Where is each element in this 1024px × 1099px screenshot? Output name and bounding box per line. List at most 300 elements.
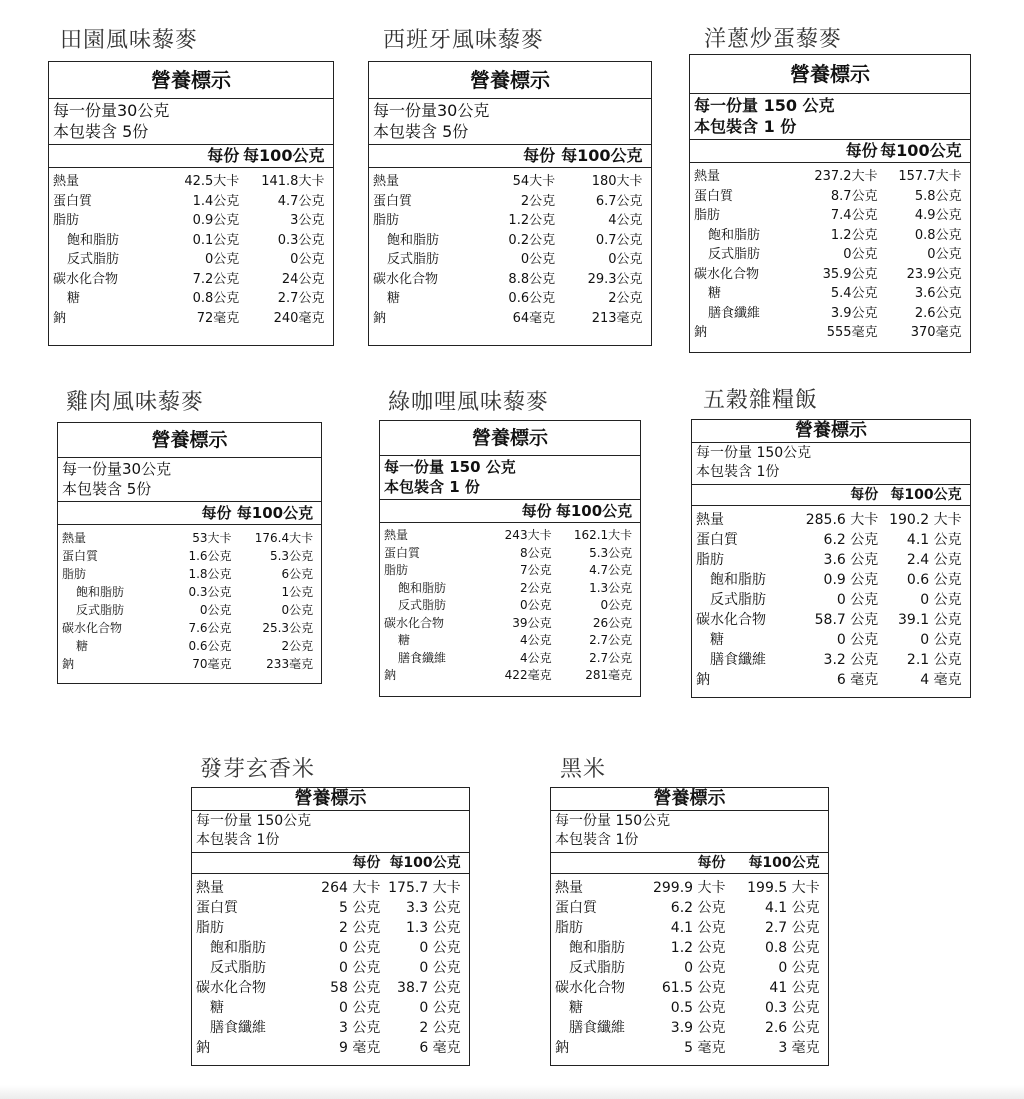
nutrient-per-serving: 5.4公克 (830, 286, 878, 301)
nutrient-per-100g: 0 公克 (419, 940, 461, 956)
nutrient-row (49, 250, 333, 270)
nutrient-label: 反式脂肪 (398, 598, 447, 612)
nutrient-row (49, 211, 333, 231)
nutrient-row (380, 527, 640, 545)
product-title: 雞肉風味藜麥 (66, 390, 205, 415)
nutrient-row (192, 918, 469, 938)
nutrient-label: 熱量 (384, 528, 409, 542)
nutrient-label: 反式脂肪 (387, 252, 440, 267)
column-header (551, 853, 828, 874)
column-header (380, 500, 640, 523)
serving-size: 每一份量 150公克 (196, 813, 312, 829)
nutrient-per-serving: 7.6公克 (188, 621, 232, 635)
nutrient-label: 脂肪 (696, 552, 724, 568)
nutrient-per-serving: 42.5大卡 (184, 174, 240, 189)
nutrient-rows (192, 874, 469, 1060)
nutrient-label: 鈉 (53, 310, 67, 326)
nutrient-per-serving: 54大卡 (512, 174, 556, 189)
nutrient-row (49, 172, 333, 192)
nutrient-label: 糖 (387, 291, 401, 306)
nutrient-row (380, 615, 640, 633)
nutrient-per-100g: 0.7公克 (595, 232, 643, 248)
nutrient-per-100g: 0 公克 (920, 592, 962, 608)
nutrient-per-serving: 8.8公克 (508, 271, 556, 287)
nutrient-row (49, 289, 333, 309)
nutrient-per-serving: 3.9公克 (830, 305, 878, 321)
nutrient-per-serving: 1.8公克 (188, 567, 232, 581)
product-title: 黑米 (560, 757, 607, 782)
nutrient-per-serving: 7公克 (519, 563, 552, 577)
nutrition-label (550, 787, 829, 1066)
nutrient-per-100g: 2.7公克 (589, 650, 633, 665)
nutrient-per-serving: 4.1 公克 (670, 920, 726, 936)
column-per-serving: 每份 (523, 146, 556, 165)
nutrient-per-serving: 0公克 (199, 603, 232, 617)
label-header: 營養標示 (380, 421, 640, 456)
column-per-serving: 每份 (850, 487, 879, 503)
nutrient-label: 鈉 (696, 672, 710, 688)
nutrient-label: 飽和脂肪 (210, 940, 266, 956)
serving-info (551, 811, 828, 853)
nutrient-row (369, 250, 651, 270)
nutrient-row (49, 192, 333, 212)
nutrient-row (192, 1038, 469, 1058)
nutrient-per-serving: 53大卡 (192, 531, 232, 545)
nutrient-row (551, 958, 828, 978)
nutrient-per-100g: 2.1 公克 (906, 652, 962, 668)
nutrient-label: 碳水化合物 (196, 980, 266, 996)
nutrient-row (58, 583, 321, 601)
label-header: 營養標示 (369, 62, 651, 99)
serving-size: 每一份量30公克 (53, 101, 170, 120)
nutrient-label: 脂肪 (384, 563, 409, 577)
nutrient-per-serving: 39公克 (512, 615, 552, 630)
nutrient-row (692, 630, 970, 650)
column-header (192, 853, 469, 874)
nutrient-per-serving: 0.5 公克 (670, 1000, 726, 1016)
servings-per-package: 本包裝含 1份 (696, 464, 780, 480)
nutrient-label: 膳食纖維 (708, 305, 761, 321)
nutrient-per-serving: 9 毫克 (338, 1040, 381, 1056)
nutrient-row (692, 650, 970, 670)
nutrient-per-100g: 3.3 公克 (405, 900, 461, 916)
nutrient-row (369, 289, 651, 309)
nutrient-row (49, 270, 333, 290)
nutrient-row (380, 545, 640, 563)
nutrient-per-100g: 2公克 (281, 639, 314, 653)
nutrient-label: 糖 (708, 286, 722, 301)
nutrient-per-100g: 4.1 公克 (764, 900, 820, 916)
column-per-100g: 每100公克 (555, 502, 633, 520)
product-title: 洋蔥炒蛋藜麥 (704, 27, 843, 52)
product-title: 綠咖哩風味藜麥 (388, 390, 550, 415)
nutrient-per-100g: 2.7公克 (589, 633, 633, 647)
nutrient-per-serving: 0公克 (520, 252, 556, 267)
nutrient-per-serving: 243大卡 (504, 528, 552, 542)
nutrient-label: 鈉 (373, 310, 387, 326)
nutrient-row (58, 601, 321, 619)
nutrient-per-100g: 6公克 (281, 567, 314, 581)
nutrient-per-100g: 38.7 公克 (397, 980, 461, 996)
column-header (690, 140, 970, 163)
nutrient-per-100g: 1.3公克 (589, 580, 633, 595)
nutrient-per-100g: 5.3公克 (589, 545, 633, 560)
nutrient-row (380, 667, 640, 685)
column-header-blank (49, 145, 163, 167)
nutrient-row (551, 918, 828, 938)
product-title: 田園風味藜麥 (60, 28, 199, 53)
nutrient-per-serving: 0公克 (204, 252, 240, 267)
nutrient-label: 膳食纖維 (210, 1020, 266, 1036)
nutrient-label: 脂肪 (53, 213, 80, 228)
nutrient-per-100g: 4.7公克 (277, 193, 325, 209)
nutrient-per-serving: 0.3公克 (188, 585, 232, 599)
nutrient-label: 蛋白質 (696, 532, 738, 548)
nutrient-label: 鈉 (694, 325, 708, 340)
column-header-blank (690, 140, 796, 162)
nutrient-per-100g: 41 公克 (769, 980, 820, 996)
nutrient-per-serving: 7.2公克 (192, 271, 240, 287)
nutrient-per-100g: 141.8大卡 (261, 174, 325, 189)
serving-size: 每一份量 150 公克 (384, 458, 516, 476)
nutrient-label: 碳水化合物 (555, 980, 625, 996)
bottom-fade (0, 1085, 1024, 1099)
column-header (49, 145, 333, 168)
nutrient-row (551, 1038, 828, 1058)
nutrient-per-100g: 3公克 (290, 213, 325, 228)
nutrient-per-serving: 2 公克 (338, 920, 381, 936)
nutrient-label: 脂肪 (196, 920, 224, 936)
nutrient-row (192, 938, 469, 958)
label-header: 營養標示 (58, 423, 321, 458)
nutrient-per-serving: 6 毫克 (836, 672, 879, 688)
nutrient-label: 蛋白質 (694, 188, 734, 204)
nutrition-label (57, 422, 322, 684)
nutrient-label: 糖 (210, 1000, 224, 1016)
nutrient-label: 碳水化合物 (694, 266, 760, 282)
nutrient-per-100g: 25.3公克 (262, 621, 314, 635)
nutrient-row (551, 898, 828, 918)
nutrient-row (58, 619, 321, 637)
nutrient-label: 脂肪 (694, 208, 721, 223)
nutrient-per-serving: 0.9 公克 (823, 572, 879, 588)
nutrient-per-serving: 0公克 (519, 598, 552, 612)
nutrient-per-serving: 0.1公克 (192, 232, 240, 248)
column-per-100g: 每100公克 (389, 855, 461, 871)
nutrient-per-serving: 0 公克 (836, 592, 879, 608)
nutrient-per-100g: 4公克 (608, 213, 643, 228)
nutrient-per-100g: 2 公克 (419, 1020, 461, 1036)
nutrient-rows (369, 168, 651, 330)
nutrient-row (192, 998, 469, 1018)
nutrient-per-100g: 4.7公克 (589, 563, 633, 577)
nutrient-label: 熱量 (196, 880, 224, 896)
nutrient-per-serving: 2公克 (520, 193, 556, 209)
nutrient-rows (49, 168, 333, 330)
nutrient-row (690, 187, 970, 207)
nutrient-per-100g: 23.9公克 (906, 266, 962, 282)
nutrition-label (191, 787, 470, 1066)
nutrient-per-100g: 3 毫克 (778, 1040, 820, 1056)
nutrition-label (379, 420, 641, 697)
nutrient-label: 鈉 (384, 668, 397, 682)
nutrient-per-serving: 0 公克 (338, 960, 381, 976)
serving-info (58, 458, 321, 502)
nutrient-per-100g: 0.3公克 (277, 232, 325, 248)
nutrient-per-100g: 175.7 大卡 (388, 880, 461, 896)
nutrient-label: 碳水化合物 (696, 612, 766, 628)
serving-info (692, 443, 970, 485)
nutrient-label: 熱量 (62, 531, 87, 545)
nutrient-label: 脂肪 (62, 567, 87, 581)
nutrient-per-serving: 3.9 公克 (670, 1020, 726, 1036)
nutrient-row (49, 231, 333, 251)
nutrient-row (551, 978, 828, 998)
servings-per-package: 本包裝含 5份 (373, 122, 469, 141)
nutrient-row (692, 550, 970, 570)
nutrient-per-serving: 3.6 公克 (823, 552, 879, 568)
nutrient-per-serving: 0 公克 (338, 940, 381, 956)
nutrient-label: 脂肪 (555, 920, 583, 936)
nutrient-per-serving: 8.7公克 (830, 188, 878, 204)
label-header: 營養標示 (692, 420, 970, 443)
nutrient-per-serving: 0.6公克 (508, 291, 556, 306)
nutrient-per-serving: 0.8公克 (192, 291, 240, 306)
nutrient-row (49, 309, 333, 329)
nutrient-rows (551, 874, 828, 1060)
nutrient-label: 糖 (398, 633, 411, 647)
nutrient-row (551, 998, 828, 1018)
nutrient-per-100g: 370毫克 (910, 325, 962, 340)
nutrient-row (369, 211, 651, 231)
nutrient-label: 碳水化合物 (373, 271, 439, 287)
nutrient-per-serving: 61.5 公克 (661, 980, 726, 996)
nutrient-per-100g: 2.7 公克 (764, 920, 820, 936)
nutrient-row (369, 192, 651, 212)
column-per-serving: 每份 (207, 146, 240, 165)
nutrient-label: 反式脂肪 (708, 247, 761, 262)
nutrient-row (192, 978, 469, 998)
nutrient-per-100g: 176.4大卡 (254, 531, 314, 545)
nutrient-per-serving: 0公克 (843, 247, 878, 262)
nutrient-row (369, 309, 651, 329)
nutrient-label: 糖 (569, 1000, 583, 1016)
nutrient-label: 蛋白質 (373, 193, 413, 209)
nutrient-per-100g: 281毫克 (585, 668, 633, 682)
nutrient-per-serving: 1.4公克 (192, 193, 240, 209)
serving-info (369, 99, 651, 145)
nutrient-per-100g: 0公克 (927, 247, 962, 262)
nutrient-per-100g: 0公克 (290, 252, 325, 267)
nutrient-row (192, 878, 469, 898)
nutrient-per-serving: 70毫克 (192, 657, 232, 671)
nutrient-label: 碳水化合物 (384, 615, 445, 630)
nutrient-per-100g: 0 公克 (419, 960, 461, 976)
nutrient-row (380, 580, 640, 598)
serving-info (380, 456, 640, 500)
nutrient-label: 熱量 (694, 169, 721, 184)
nutrient-per-100g: 2.6公克 (914, 305, 962, 321)
nutrient-per-serving: 3 公克 (338, 1020, 381, 1036)
servings-per-package: 本包裝含 1 份 (694, 117, 797, 136)
column-header-blank (692, 485, 784, 505)
servings-per-package: 本包裝含 5份 (53, 122, 149, 141)
nutrient-per-serving: 1.2公克 (508, 213, 556, 228)
nutrient-row (692, 590, 970, 610)
nutrient-per-serving: 237.2大卡 (814, 169, 878, 184)
column-header (369, 145, 651, 168)
nutrient-label: 鈉 (555, 1040, 569, 1056)
nutrient-row (380, 650, 640, 668)
column-header (692, 485, 970, 506)
nutrient-per-serving: 2公克 (519, 580, 552, 595)
column-header-blank (551, 853, 642, 873)
nutrient-label: 糖 (76, 639, 89, 653)
nutrient-row (690, 206, 970, 226)
nutrient-label: 反式脂肪 (67, 252, 120, 267)
nutrient-per-serving: 555毫克 (826, 325, 878, 340)
nutrient-per-serving: 6.2 公克 (670, 900, 726, 916)
nutrient-row (58, 655, 321, 673)
nutrient-row (58, 529, 321, 547)
serving-size: 每一份量 150 公克 (694, 96, 835, 115)
column-per-100g: 每100公克 (236, 504, 314, 522)
label-header: 營養標示 (192, 788, 469, 811)
label-header: 營養標示 (49, 62, 333, 99)
nutrient-label: 飽和脂肪 (569, 940, 625, 956)
servings-per-package: 本包裝含 5份 (62, 480, 152, 498)
nutrient-label: 飽和脂肪 (398, 580, 447, 595)
nutrient-label: 蛋白質 (384, 545, 421, 560)
nutrient-row (551, 878, 828, 898)
nutrient-per-100g: 190.2 大卡 (889, 512, 962, 528)
nutrient-label: 膳食纖維 (398, 650, 447, 665)
nutrient-label: 鈉 (62, 657, 75, 671)
nutrient-row (692, 530, 970, 550)
nutrient-row (369, 172, 651, 192)
nutrient-row (58, 547, 321, 565)
nutrition-label (689, 54, 971, 353)
nutrient-label: 膳食纖維 (569, 1020, 625, 1036)
column-per-100g: 每100公克 (243, 146, 325, 165)
nutrient-per-100g: 157.7大卡 (898, 169, 962, 184)
nutrient-per-100g: 0.6 公克 (906, 572, 962, 588)
nutrient-label: 飽和脂肪 (708, 227, 761, 243)
nutrient-per-100g: 233毫克 (266, 657, 314, 671)
nutrient-rows (58, 525, 321, 675)
column-header-blank (380, 500, 481, 522)
nutrient-per-100g: 5.8公克 (914, 188, 962, 204)
nutrient-per-100g: 0 公克 (419, 1000, 461, 1016)
nutrient-per-100g: 6.7公克 (595, 193, 643, 209)
nutrient-per-serving: 285.6 大卡 (805, 512, 879, 528)
nutrient-per-100g: 0公克 (600, 598, 633, 612)
nutrient-label: 飽和脂肪 (67, 232, 120, 248)
column-header (58, 502, 321, 525)
nutrient-row (58, 565, 321, 583)
nutrient-per-serving: 5 毫克 (684, 1040, 726, 1056)
nutrient-per-serving: 1.2 公克 (670, 940, 726, 956)
label-header: 營養標示 (690, 55, 970, 94)
nutrient-per-serving: 3.2 公克 (823, 652, 879, 668)
column-header-blank (58, 502, 163, 524)
nutrient-row (369, 270, 651, 290)
serving-size: 每一份量30公克 (373, 101, 490, 120)
nutrient-row (692, 610, 970, 630)
nutrient-per-serving: 6.2 公克 (823, 532, 879, 548)
nutrient-per-100g: 0.3 公克 (764, 1000, 820, 1016)
column-per-serving: 每份 (521, 502, 552, 520)
nutrient-per-serving: 1.2公克 (830, 227, 878, 243)
nutrient-row (690, 167, 970, 187)
nutrient-per-100g: 162.1大卡 (573, 528, 633, 542)
nutrient-per-100g: 240毫克 (273, 310, 325, 326)
column-per-100g: 每100公克 (880, 141, 962, 160)
nutrient-per-serving: 5 公克 (338, 900, 381, 916)
product-title: 五穀雜糧飯 (703, 388, 819, 413)
nutrient-label: 碳水化合物 (53, 271, 119, 287)
nutrient-label: 蛋白質 (62, 549, 99, 563)
nutrient-label: 脂肪 (373, 213, 400, 228)
nutrition-label (691, 419, 971, 698)
nutrient-label: 熱量 (373, 174, 400, 189)
column-per-100g: 每100公克 (561, 146, 643, 165)
nutrient-per-100g: 2.6 公克 (764, 1020, 820, 1036)
nutrient-per-serving: 64毫克 (512, 310, 556, 326)
serving-size: 每一份量 150公克 (696, 445, 812, 461)
nutrient-label: 蛋白質 (53, 193, 93, 209)
nutrient-label: 飽和脂肪 (710, 572, 766, 588)
servings-per-package: 本包裝含 1份 (196, 832, 280, 848)
serving-info (690, 94, 970, 140)
nutrient-per-serving: 4公克 (519, 633, 552, 647)
nutrient-per-100g: 2公克 (608, 291, 643, 306)
nutrient-per-serving: 7.4公克 (830, 208, 878, 223)
serving-size: 每一份量 150公克 (555, 813, 671, 829)
serving-size: 每一份量30公克 (62, 460, 172, 478)
nutrient-row (690, 265, 970, 285)
nutrient-label: 飽和脂肪 (387, 232, 440, 248)
nutrient-per-100g: 213毫克 (591, 310, 643, 326)
nutrient-row (192, 958, 469, 978)
nutrient-label: 反式脂肪 (569, 960, 625, 976)
nutrient-per-100g: 0公克 (281, 603, 314, 617)
column-per-100g: 每100公克 (748, 855, 820, 871)
nutrient-per-100g: 1.3 公克 (405, 920, 461, 936)
nutrient-per-serving: 72毫克 (196, 310, 240, 326)
nutrient-per-serving: 0 公克 (836, 632, 879, 648)
nutrient-per-serving: 58 公克 (330, 980, 381, 996)
nutrient-per-100g: 180大卡 (591, 174, 643, 189)
nutrient-label: 蛋白質 (196, 900, 238, 916)
product-title: 發芽玄香米 (200, 757, 316, 782)
nutrient-label: 糖 (67, 291, 81, 306)
nutrient-per-100g: 1公克 (281, 585, 314, 599)
serving-info (192, 811, 469, 853)
label-header: 營養標示 (551, 788, 828, 811)
nutrient-row (690, 284, 970, 304)
nutrient-label: 熱量 (53, 174, 80, 189)
nutrient-row (380, 562, 640, 580)
nutrient-per-100g: 2.7公克 (277, 291, 325, 306)
nutrient-per-serving: 0.2公克 (508, 232, 556, 248)
nutrient-per-100g: 0.8公克 (914, 227, 962, 243)
nutrient-per-serving: 35.9公克 (822, 266, 878, 282)
nutrient-label: 糖 (710, 632, 724, 648)
nutrient-row (369, 231, 651, 251)
nutrient-per-serving: 0 公克 (684, 960, 726, 976)
servings-per-package: 本包裝含 1份 (555, 832, 639, 848)
